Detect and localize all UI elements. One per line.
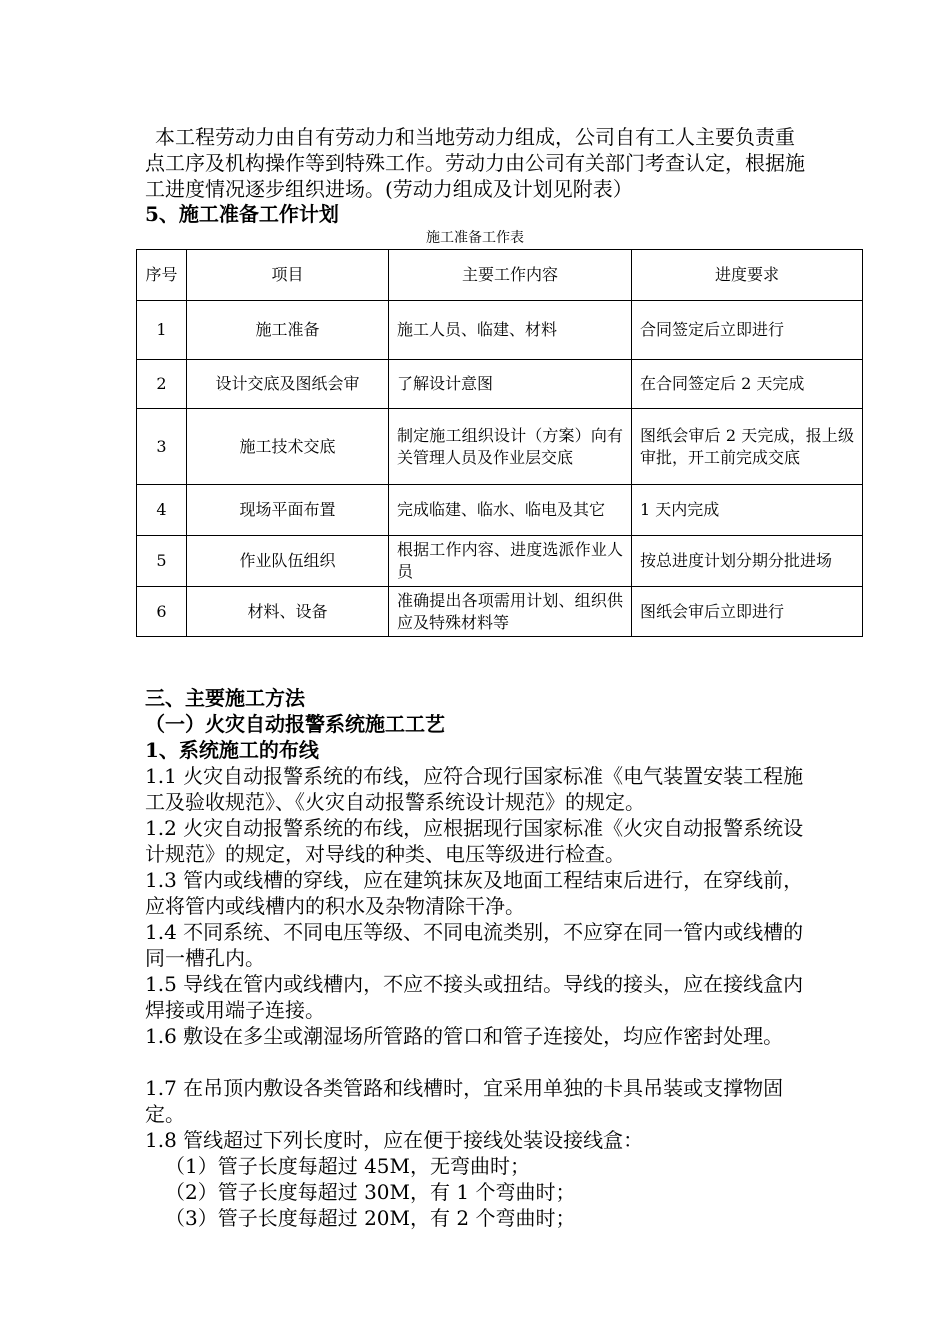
- table-row: [137, 485, 863, 536]
- row-schedule: 合同签定后立即进行: [632, 301, 863, 360]
- clause-1-5: 1.5 导线在管内或线槽内，不应不接头或扭结。导线的接头，应在接线盒内焊接或用端子连接。: [145, 972, 804, 1022]
- table-caption: 施工准备工作表: [426, 230, 524, 246]
- row-item: 材料、设备: [187, 587, 389, 637]
- clause-1-4: 1.4 不同系统、不同电压等级、不同电流类别，不应穿在同一管内或线槽的同一槽孔内。: [145, 920, 804, 970]
- row-no: 2: [137, 360, 187, 409]
- row-content: 完成临建、临水、临电及其它: [389, 485, 632, 536]
- table-header-row: [137, 250, 863, 301]
- row-item: 现场平面布置: [187, 485, 389, 536]
- row-content: 制定施工组织设计（方案）向有关管理人员及作业层交底: [389, 409, 632, 485]
- clause-1-3: 1.3 管内或线槽的穿线，应在建筑抹灰及地面工程结束后进行，在穿线前，应将管内或线槽内的积水及杂物清除干净。: [145, 868, 804, 918]
- row-no: 1: [137, 301, 187, 360]
- header-schedule: 进度要求: [632, 250, 863, 301]
- row-content: 准确提出各项需用计划、组织供应及特殊材料等: [389, 587, 632, 637]
- intro-paragraph: 本工程劳动力由自有劳动力和当地劳动力组成，公司自有工人主要负责重点工序及机构操作等到特殊工作。劳动力由公司有关部门考查认定，根据施工进度情况逐步组织进场。(劳动力组成及计划见附表）: [145, 125, 805, 201]
- preparation-work-table: [136, 249, 863, 637]
- row-item: 施工准备: [187, 301, 389, 360]
- row-no: 6: [137, 587, 187, 637]
- row-schedule: 图纸会审后立即进行: [632, 587, 863, 637]
- row-no: 3: [137, 409, 187, 485]
- header-no: 序号: [137, 250, 187, 301]
- sub-item-3: （3）管子长度每超过 20M，有 2 个弯曲时；: [165, 1206, 576, 1230]
- row-schedule: 在合同签定后 2 天完成: [632, 360, 863, 409]
- row-item: 作业队伍组织: [187, 536, 389, 587]
- clause-1-7: 1.7 在吊顶内敷设各类管路和线槽时，宜采用单独的卡具吊装或支撑物固定。: [145, 1076, 784, 1126]
- table-row: [137, 587, 863, 637]
- clause-1-8: 1.8 管线超过下列长度时，应在便于接线处装设接线盒：: [145, 1128, 644, 1152]
- row-content: 根据工作内容、进度选派作业人员: [389, 536, 632, 587]
- row-item: 施工技术交底: [187, 409, 389, 485]
- section-5-title: 5、施工准备工作计划: [145, 202, 339, 226]
- item-1-title: 1、系统施工的布线: [145, 738, 319, 762]
- table-row: [137, 536, 863, 587]
- row-no: 5: [137, 536, 187, 587]
- row-schedule: 按总进度计划分期分批进场: [632, 536, 863, 587]
- row-item: 设计交底及图纸会审: [187, 360, 389, 409]
- header-item: 项目: [187, 250, 389, 301]
- row-content: 了解设计意图: [389, 360, 632, 409]
- sub-item-1: （1）管子长度每超过 45M，无弯曲时；: [165, 1154, 531, 1178]
- sub-item-2: （2）管子长度每超过 30M，有 1 个弯曲时；: [165, 1180, 576, 1204]
- row-no: 4: [137, 485, 187, 536]
- row-schedule: 图纸会审后 2 天完成，报上级审批，开工前完成交底: [632, 409, 863, 485]
- chapter-3-title: 三、主要施工方法: [145, 686, 305, 710]
- clause-1-6: 1.6 敷设在多尘或潮湿场所管路的管口和管子连接处，均应作密封处理。: [145, 1024, 784, 1048]
- row-schedule: 1 天内完成: [632, 485, 863, 536]
- clause-1-1: 1.1 火灾自动报警系统的布线，应符合现行国家标准《电气装置安装工程施工及验收规范》、《火灾自动报警系统设计规范》的规定。: [145, 764, 804, 814]
- row-content: 施工人员、临建、材料: [389, 301, 632, 360]
- subsection-1-title: （一）火灾自动报警系统施工工艺: [145, 712, 445, 736]
- table-row: [137, 360, 863, 409]
- table-row: [137, 409, 863, 485]
- clause-1-2: 1.2 火灾自动报警系统的布线，应根据现行国家标准《火灾自动报警系统设计规范》的规定，对导线的种类、电压等级进行检查。: [145, 816, 804, 866]
- header-content: 主要工作内容: [389, 250, 632, 301]
- table-row: [137, 301, 863, 360]
